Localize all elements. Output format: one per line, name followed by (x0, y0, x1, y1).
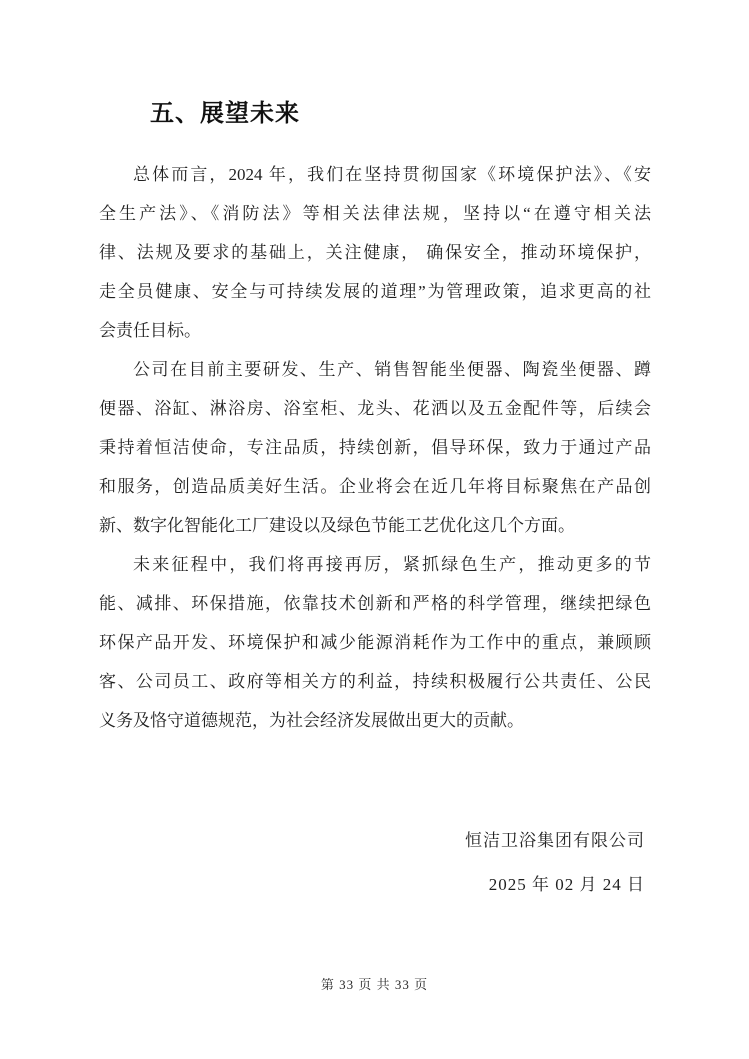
text-line: 义务及恪守道德规范，为社会经济发展做出更大的贡献。 (99, 711, 524, 730)
text-line: 全生产法》、《消防法》等相关法律法规，坚持以“在遵守相关法 (99, 204, 651, 223)
paragraph-business (99, 350, 651, 545)
section-heading: 五、展望未来 (150, 101, 300, 127)
text-line: 环保产品开发、环境保护和减少能源消耗作为工作中的重点，兼顾顾 (99, 633, 651, 652)
text-line: 新、数字化智能化工厂建设以及绿色节能工艺优化这几个方面。 (99, 516, 575, 535)
text-line: 便器、浴缸、淋浴房、浴室柜、龙头、花洒以及五金配件等，后续会 (99, 399, 651, 418)
text-line: 和服务，创造品质美好生活。企业将会在近几年将目标聚焦在产品创 (99, 477, 651, 496)
text-line: 总体而言，2024 年，我们在坚持贯彻国家《环境保护法》、《安 (133, 165, 651, 184)
text-line: 能、减排、环保措施，依靠技术创新和严格的科学管理，继续把绿色 (99, 594, 651, 613)
text-line: 客、公司员工、政府等相关方的利益，持续积极履行公共责任、公民 (99, 672, 651, 691)
text-line: 律、法规及要求的基础上，关注健康， 确保安全，推动环境保护， (99, 243, 651, 262)
company-signature: 恒洁卫浴集团有限公司 (465, 831, 645, 850)
paragraph-policy (99, 155, 651, 350)
paragraph-future (99, 545, 651, 740)
text-line: 会责任目标。 (99, 321, 201, 340)
document-body (99, 155, 651, 740)
page-number-footer: 第 33 页 共 33 页 (320, 977, 429, 992)
text-line: 走全员健康、安全与可持续发展的道理”为管理政策，追求更高的社 (99, 282, 651, 301)
text-line: 未来征程中，我们将再接再厉，紧抓绿色生产，推动更多的节 (133, 555, 651, 574)
text-line: 秉持着恒洁使命，专注品质，持续创新，倡导环保，致力于通过产品 (99, 438, 651, 457)
text-line: 公司在目前主要研发、生产、销售智能坐便器、陶瓷坐便器、蹲 (133, 360, 651, 379)
document-date: 2025 年 02 月 24 日 (488, 875, 645, 894)
